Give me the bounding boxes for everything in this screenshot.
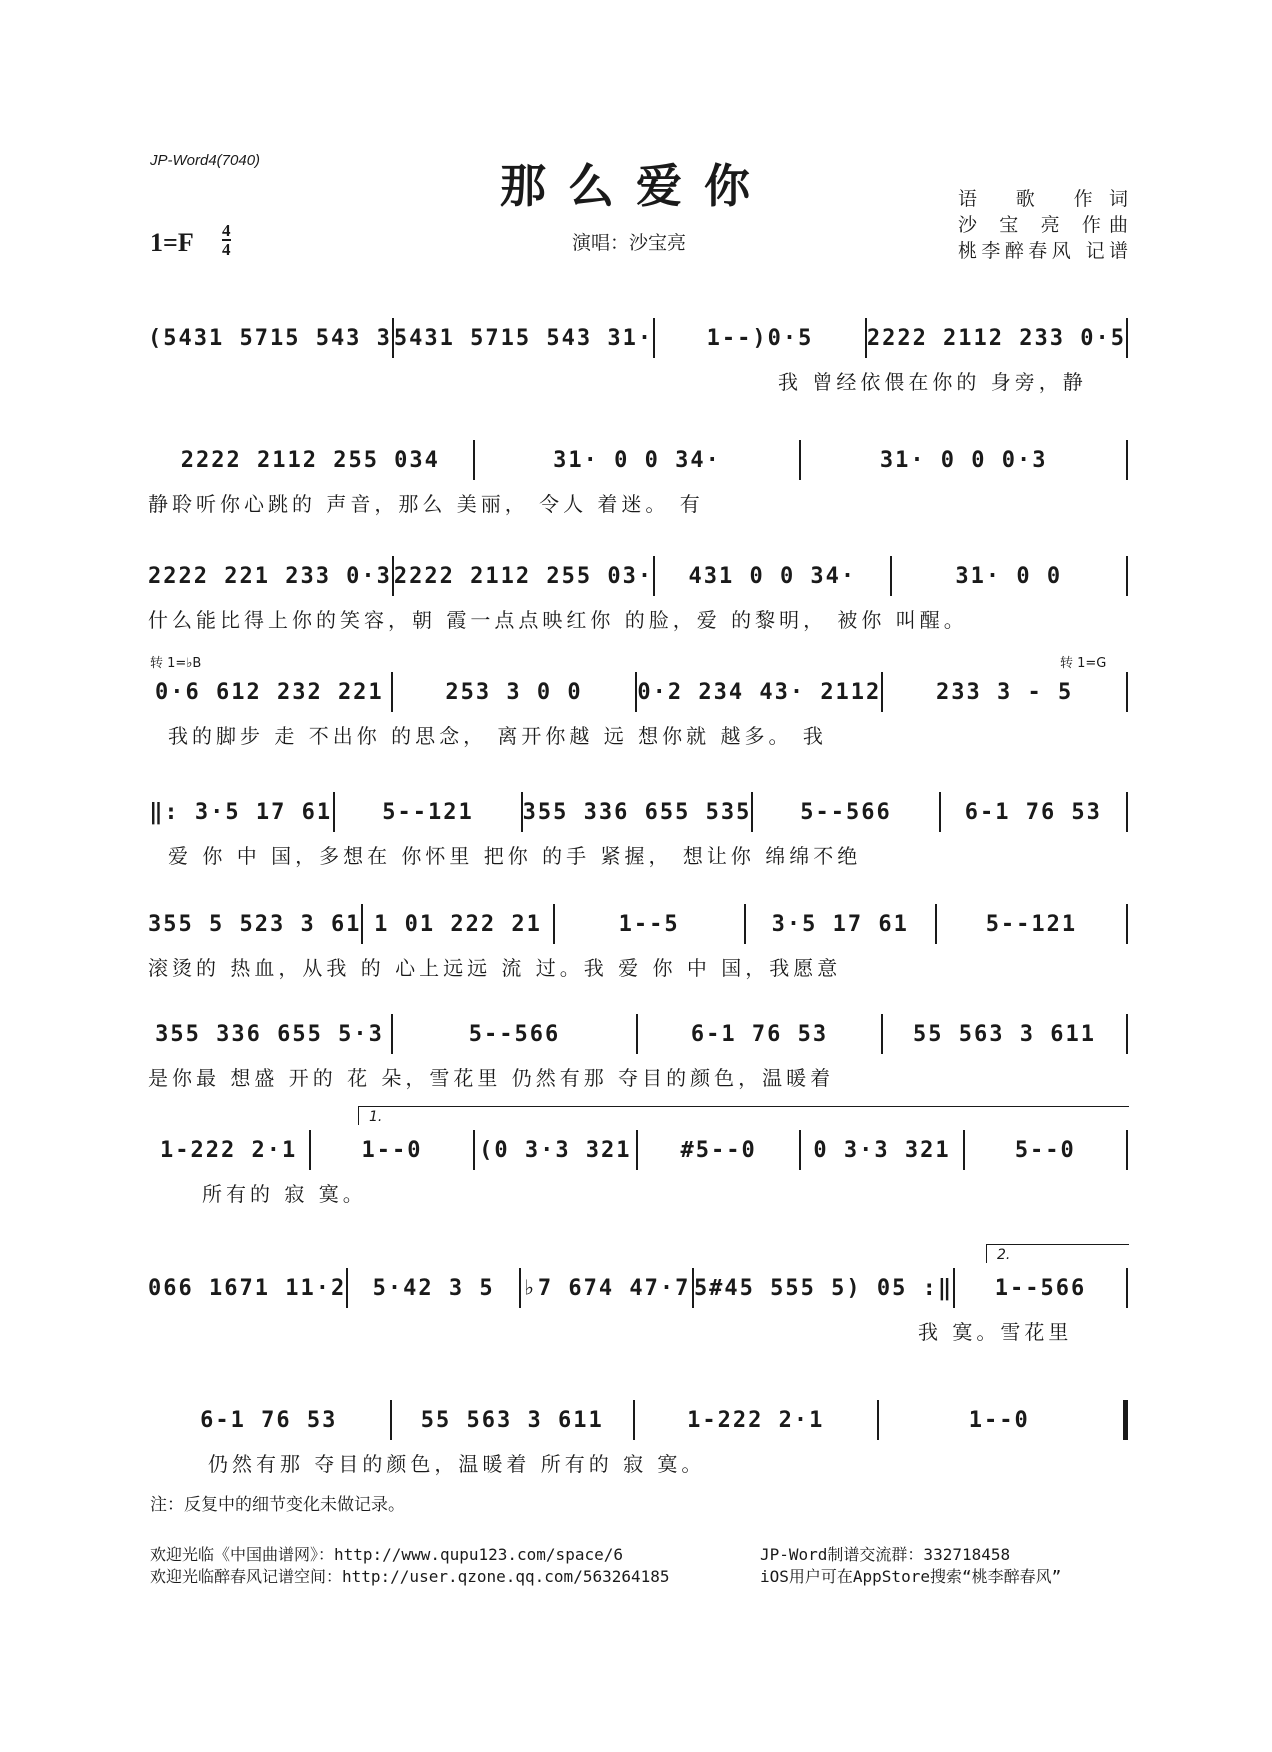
- measure: 1--0: [968, 1407, 1030, 1433]
- measure: 253 3 0 0: [445, 679, 583, 705]
- lyrics-line: 静聆听你心跳的 声音，那么 美丽， 令人 着迷。 有: [148, 492, 704, 516]
- time-signature: [222, 222, 231, 258]
- measure: (0 3·3 321: [479, 1137, 632, 1163]
- measure: 1--)0·5: [706, 325, 814, 351]
- measure: 355 5 523 3 61: [148, 911, 362, 937]
- measure: 55 563 3 611: [420, 1407, 604, 1433]
- measure: 2222 221 233 0·3: [148, 563, 392, 589]
- barline: [1126, 1268, 1128, 1308]
- volta-bracket: [986, 1244, 1129, 1263]
- measure: 5--566: [800, 799, 892, 825]
- footer-info: [760, 1544, 1061, 1588]
- measure: 1--566: [994, 1275, 1087, 1301]
- measure: (5431 5715 543 3: [148, 325, 392, 351]
- measure: 5--0: [1014, 1137, 1076, 1163]
- credits: [958, 186, 1128, 264]
- credit-composer: 沙 宝 亮 作曲: [958, 214, 1128, 236]
- measure: 5--121: [985, 911, 1078, 937]
- measure: 0·2 234 43· 2112: [637, 679, 882, 705]
- barline: [1126, 792, 1128, 832]
- lyrics-line: 仍然有那 夺目的颜色，温暖着 所有的 寂 寞。: [208, 1452, 706, 1476]
- volta-bracket: [358, 1106, 1129, 1125]
- barline: [1126, 318, 1128, 358]
- singer: 演唱：沙宝亮: [572, 232, 687, 254]
- lyrics-line: 是你最 想盛 开的 花 朵，雪花里 仍然有那 夺目的颜色，温暖着: [148, 1066, 835, 1090]
- measure: 5--121: [382, 799, 474, 825]
- barline: [1126, 672, 1128, 712]
- measure: 1-222 2·1: [160, 1137, 298, 1163]
- notation-line: [148, 672, 1128, 712]
- measure: 066 1671 11·2: [148, 1275, 347, 1301]
- measure: ♭7 674 47·7: [522, 1275, 691, 1301]
- lyrics-line: 什么能比得上你的笑容，朝 霞一点点映红你 的脸，爱 的黎明， 被你 叫醒。: [148, 608, 968, 632]
- barline: [1126, 1014, 1128, 1054]
- lyrics-line: 爱 你 中 国，多想在 你怀里 把你 的手 紧握， 想让你 绵绵不绝: [168, 844, 862, 868]
- song-title: 那么爱你: [500, 159, 772, 213]
- measure: 55 563 3 611: [913, 1021, 1096, 1047]
- lyrics-line: 我 寞。雪花里: [918, 1320, 1073, 1344]
- footer-link-2: 欢迎光临醉春风记谱空间：http://user.qzone.qq.com/563264185: [150, 1567, 670, 1586]
- notation-line: [148, 904, 1128, 944]
- measure: 3·5 17 61: [771, 911, 909, 937]
- measure: 1 01 222 21: [374, 911, 542, 937]
- credit-lyricist: 语 歌 作词: [958, 188, 1128, 210]
- notation-line: [148, 792, 1128, 832]
- barline: [1126, 1130, 1128, 1170]
- notation-line: [148, 1268, 1128, 1308]
- measure: #5--0: [680, 1137, 757, 1163]
- barline: [1123, 1400, 1128, 1440]
- score-note: 注：反复中的细节变化未做记录。: [150, 1495, 405, 1515]
- barline: [1126, 556, 1128, 596]
- lyrics-line: 滚烫的 热血，从我 的 心上远远 流 过。我 爱 你 中 国，我愿意: [148, 956, 842, 980]
- notation-line: [148, 318, 1128, 358]
- lyrics-line: 我的脚步 走 不出你 的思念， 离开你越 远 想你就 越多。 我: [168, 724, 827, 748]
- lyrics-line: 我 曾经依偎在你的 身旁，静: [778, 370, 1087, 394]
- measure: 1--0: [361, 1137, 423, 1163]
- measure: 31· 0 0 34·: [553, 447, 721, 473]
- notation-line: [148, 1130, 1128, 1170]
- measure: 355 336 655 535: [522, 799, 752, 825]
- measure: 6-1 76 53: [200, 1407, 338, 1433]
- volta-label: 2.: [997, 1247, 1011, 1263]
- measure: 2222 2112 255 034: [180, 447, 440, 473]
- measure: 6-1 76 53: [964, 799, 1102, 825]
- volta-label: 1.: [369, 1109, 383, 1125]
- software-label: JP-Word4(7040): [150, 152, 261, 169]
- measure: 6-1 76 53: [690, 1021, 829, 1047]
- notation-line: [148, 1014, 1128, 1054]
- notation-line: [148, 556, 1128, 596]
- meter-bottom: 4: [222, 240, 231, 259]
- measure: 5431 5715 543 31·: [393, 325, 654, 351]
- credit-transcriber: 桃李醉春风 记谱: [958, 240, 1128, 262]
- measure: 1--5: [618, 911, 680, 937]
- footer-info-2: iOS用户可在AppStore搜索“桃李醉春风”: [760, 1567, 1062, 1586]
- measure: 5·42 3 5: [372, 1275, 495, 1301]
- measure: 5#45 555 5) 05 :‖: [693, 1275, 954, 1301]
- footer-info-1: JP-Word制谱交流群：332718458: [760, 1545, 1011, 1564]
- measure: 31· 0 0: [955, 563, 1063, 589]
- key-change-mark: 转 1=G: [1060, 656, 1107, 671]
- measure: 431 0 0 34·: [688, 563, 857, 589]
- measure: 355 336 655 5·3: [155, 1021, 384, 1047]
- measure: 233 3 - 5: [936, 679, 1074, 705]
- measure: 1-222 2·1: [687, 1407, 825, 1433]
- footer-link-1: 欢迎光临《中国曲谱网》：http://www.qupu123.com/space/6: [150, 1545, 623, 1564]
- footer-links: [150, 1544, 670, 1588]
- measure: 5--566: [468, 1021, 561, 1047]
- measure: 0 3·3 321: [813, 1137, 951, 1163]
- measure: ‖: 3·5 17 61: [149, 799, 333, 825]
- lyrics-line: 所有的 寂 寞。: [202, 1182, 367, 1206]
- key-signature: 1=F: [150, 228, 194, 257]
- barline: [1126, 904, 1128, 944]
- notation-line: [148, 440, 1128, 480]
- key-change-mark: 转 1=♭B: [150, 656, 202, 671]
- measure: 31· 0 0 0·3: [879, 447, 1048, 473]
- measure: 2222 2112 255 03·: [393, 563, 654, 589]
- measure: 0·6 612 232 221: [155, 679, 384, 705]
- measure: 2222 2112 233 0·5: [866, 325, 1126, 351]
- notation-line: [148, 1400, 1128, 1440]
- barline: [1126, 440, 1128, 480]
- meter-top: 4: [222, 221, 231, 240]
